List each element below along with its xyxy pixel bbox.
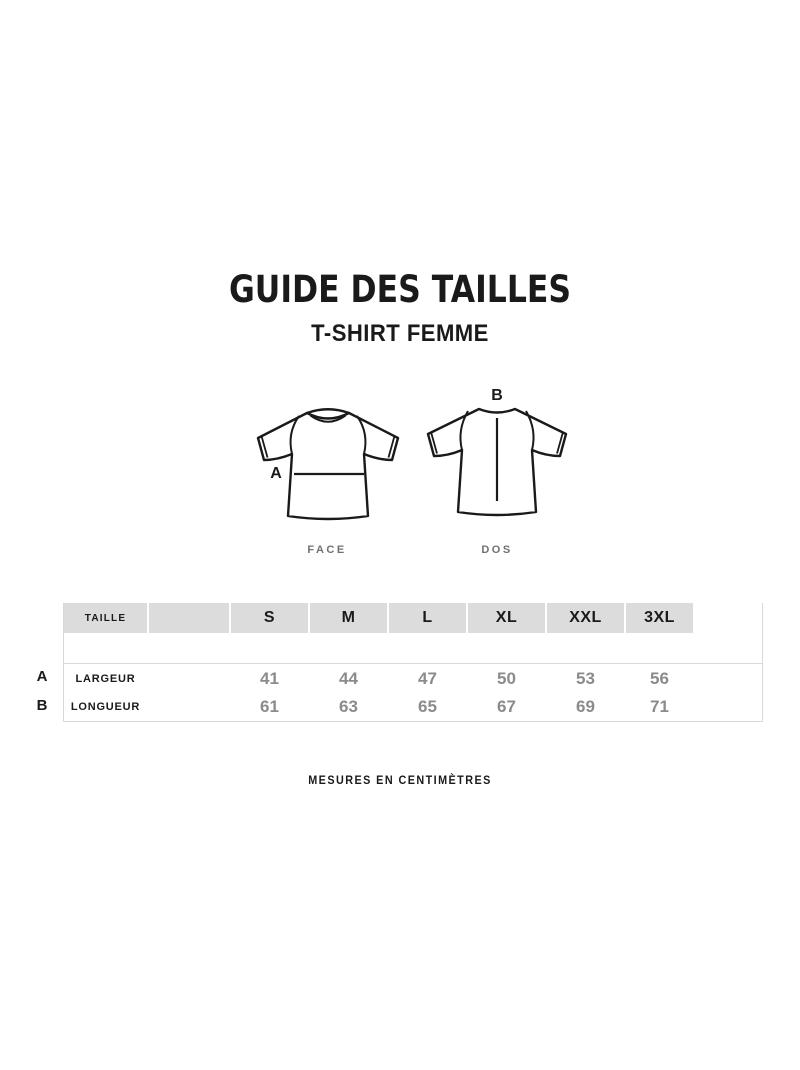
measure-letter-a: A — [270, 465, 282, 482]
longueur-value-xxl: 69 — [576, 697, 595, 716]
front-view-caption: FACE — [307, 544, 347, 556]
row-label-longueur: LONGUEUR — [70, 701, 141, 713]
largeur-value-m: 44 — [339, 668, 358, 688]
size-label-xxl: XXL — [569, 609, 602, 626]
back-view-caption: DOS — [481, 544, 513, 556]
tshirt-back-diagram-icon — [422, 400, 572, 528]
row-letter-b: B — [36, 697, 48, 714]
taille-header-cell — [64, 603, 147, 633]
size-header-xxl — [547, 603, 624, 633]
unit-note: MESURES EN CENTIMÈTRES — [308, 773, 492, 787]
table-empty-row — [64, 633, 762, 664]
size-header-s — [231, 603, 308, 633]
table-row-largeur — [64, 664, 762, 693]
largeur-value-l: 47 — [418, 668, 437, 688]
longueur-value-s: 61 — [260, 697, 279, 716]
header-spacer-cell — [149, 603, 229, 633]
longueur-value-3xl: 71 — [650, 697, 669, 716]
longueur-value-l: 65 — [418, 697, 437, 716]
page-subtitle: T-SHIRT FEMME — [311, 320, 489, 347]
size-label-m: M — [341, 609, 356, 626]
longueur-value-m: 63 — [339, 697, 358, 716]
table-row-longueur — [64, 693, 762, 721]
size-table-header-row — [64, 603, 762, 633]
header-filler-cell — [695, 603, 762, 633]
size-label-3xl: 3XL — [644, 609, 675, 626]
largeur-value-xxl: 53 — [576, 668, 595, 688]
size-header-xl — [468, 603, 545, 633]
row-letter-a: A — [36, 668, 48, 685]
size-header-l — [389, 603, 466, 633]
largeur-value-s: 41 — [260, 668, 279, 688]
size-label-s: S — [263, 609, 276, 626]
largeur-value-xl: 50 — [497, 668, 516, 688]
page-title: GUIDE DES TAILLES — [228, 268, 572, 311]
size-label-xl: XL — [495, 609, 518, 626]
longueur-value-xl: 67 — [497, 697, 516, 716]
size-table — [63, 603, 763, 722]
measure-letter-b: B — [491, 387, 503, 404]
size-header-m — [310, 603, 387, 633]
largeur-value-3xl: 56 — [650, 668, 669, 688]
size-header-3xl — [626, 603, 693, 633]
size-label-l: L — [422, 609, 433, 626]
taille-header-label: TAILLE — [84, 612, 127, 624]
row-label-largeur: LARGEUR — [75, 672, 136, 685]
